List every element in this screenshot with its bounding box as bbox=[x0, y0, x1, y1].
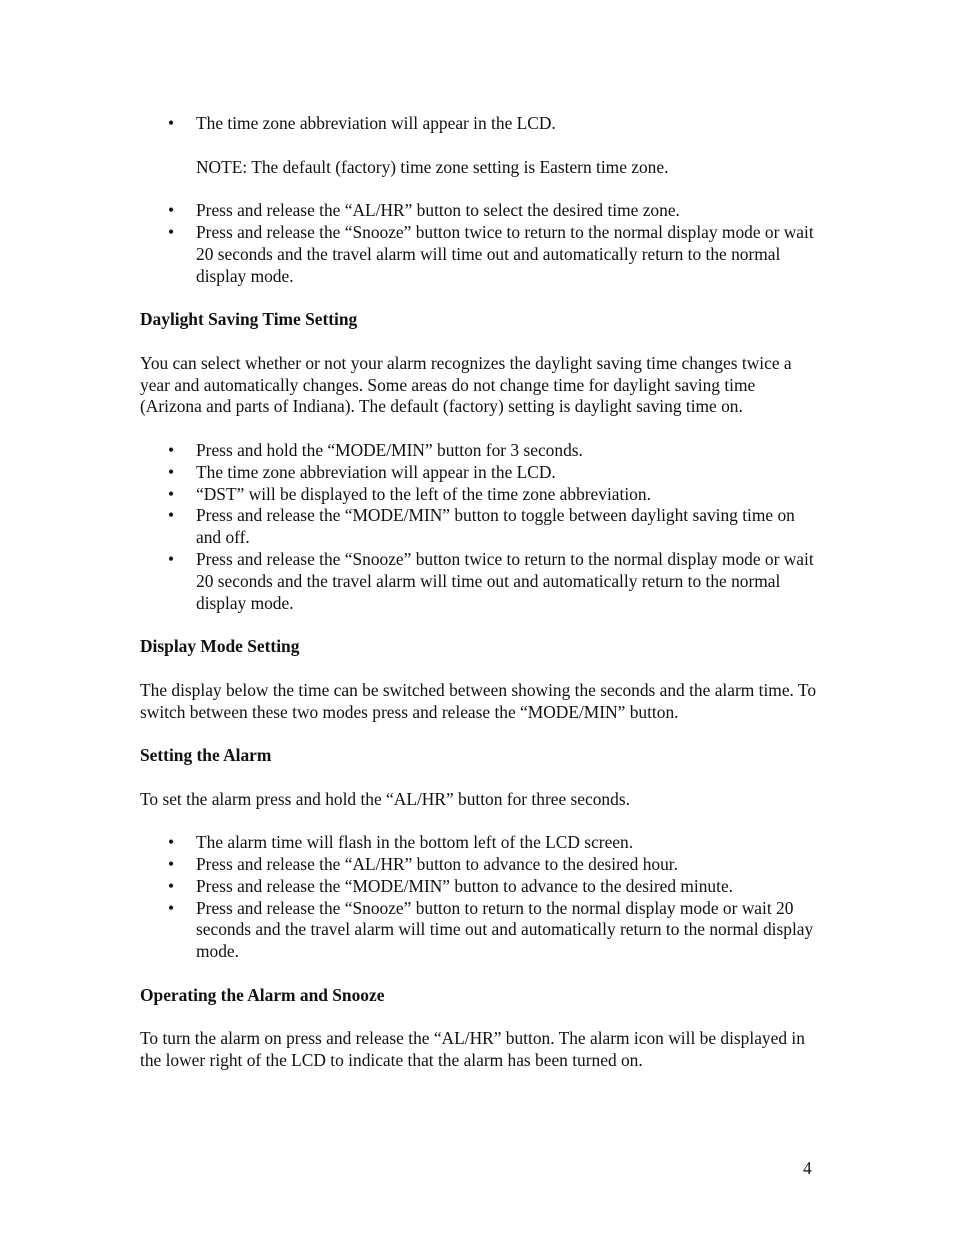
list-item: • Press and release the “Snooze” button twice to return to the normal display mode or wait 20 seconds and the travel alarm will time out and automatically return to the normal display mode. bbox=[140, 549, 820, 614]
list-item: • Press and release the “Snooze” button to return to the normal display mode or wait 20 seconds and the travel alarm will time out and automatically return to the normal display mode. bbox=[140, 898, 820, 963]
list-item: • Press and release the “AL/HR” button to advance to the desired hour. bbox=[140, 854, 820, 876]
list-item: • Press and release the “MODE/MIN” button to advance to the desired minute. bbox=[140, 876, 820, 898]
intro-bullet-list-b bbox=[140, 200, 820, 287]
document-page bbox=[140, 113, 820, 1072]
list-item: • Press and release the “Snooze” button twice to return to the normal display mode or wait 20 seconds and the travel alarm will time out and automatically return to the normal display mode. bbox=[140, 222, 820, 287]
setting-alarm-bullet-list bbox=[140, 832, 820, 963]
list-item: • The alarm time will flash in the bottom left of the LCD screen. bbox=[140, 832, 820, 854]
section-heading-operating: Operating the Alarm and Snooze bbox=[140, 984, 385, 1005]
dst-bullet-list bbox=[140, 440, 820, 614]
section-heading-dst: Daylight Saving Time Setting bbox=[140, 309, 358, 330]
list-item: • “DST” will be displayed to the left of the time zone abbreviation. bbox=[140, 484, 820, 506]
page-number: 4 bbox=[803, 1158, 812, 1178]
list-item: • Press and release the “AL/HR” button to select the desired time zone. bbox=[140, 200, 820, 222]
list-item: • The time zone abbreviation will appear in the LCD. bbox=[140, 462, 820, 484]
list-item: • Press and release the “MODE/MIN” button to toggle between daylight saving time on and off. bbox=[140, 505, 820, 549]
section-heading-setting-alarm: Setting the Alarm bbox=[140, 745, 272, 766]
note-text: NOTE: The default (factory) time zone setting is Eastern time zone. bbox=[196, 156, 669, 177]
setting-alarm-paragraph: To set the alarm press and hold the “AL/HR” button for three seconds. bbox=[140, 788, 630, 809]
operating-paragraph: To turn the alarm on press and release the “AL/HR” button. The alarm icon will be displayed in the lower right of the LCD to indicate that the alarm has been turned on. bbox=[140, 1028, 805, 1071]
dst-paragraph: You can select whether or not your alarm recognizes the daylight saving time changes twice a year and automatically changes. Some areas do not change time for daylight saving time (Arizona and parts of Indiana). The default (factory) setting is daylight saving time on. bbox=[140, 352, 792, 417]
list-item: • Press and hold the “MODE/MIN” button for 3 seconds. bbox=[140, 440, 820, 462]
list-item: • The time zone abbreviation will appear in the LCD. bbox=[140, 113, 820, 135]
display-mode-paragraph: The display below the time can be switched between showing the seconds and the alarm time. To switch between these two modes press and release the “MODE/MIN” button. bbox=[140, 679, 817, 722]
section-heading-display-mode: Display Mode Setting bbox=[140, 636, 300, 657]
intro-bullet-list-a bbox=[140, 113, 820, 135]
